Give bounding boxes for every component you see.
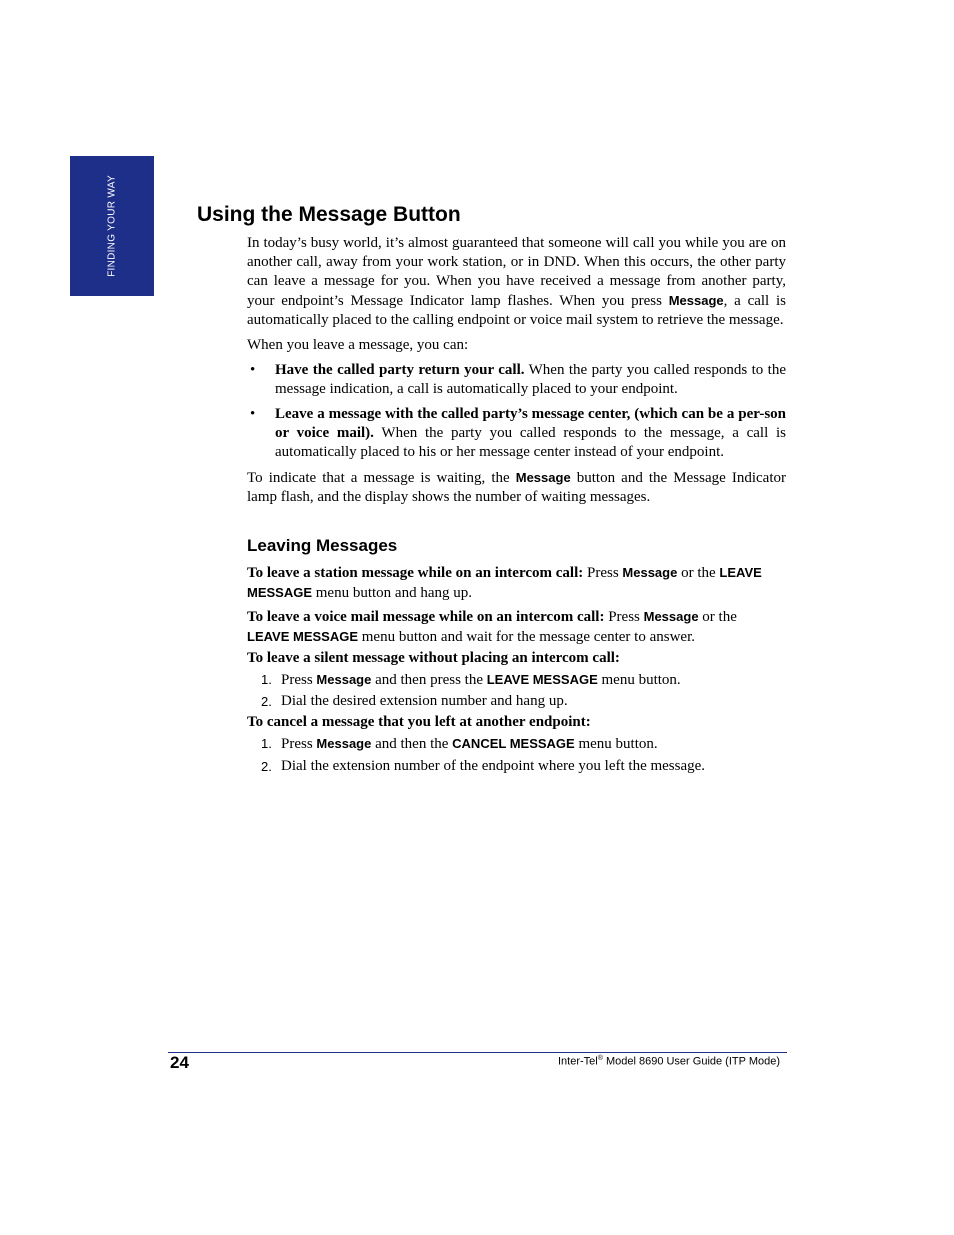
text-run: Press — [583, 565, 623, 581]
text-run: Dial the desired extension number and hang up. — [281, 693, 568, 709]
bullet-dot-icon: • — [250, 406, 256, 422]
silent-bold: To leave a silent message without placing an intercom call: — [247, 650, 620, 666]
step-number: 1. — [261, 736, 272, 751]
step-item — [247, 692, 786, 711]
bullet-item — [247, 361, 786, 399]
section-tab — [70, 156, 154, 296]
text-run: or the — [698, 609, 737, 625]
intro-paragraph — [247, 234, 786, 330]
station-instruction — [247, 563, 786, 603]
text-run: menu button. — [597, 672, 681, 688]
bullet-bold: Have the called party return your call. — [275, 362, 525, 378]
message-key: Message — [316, 736, 372, 751]
message-key: Message — [643, 609, 699, 624]
page-number: 24 — [170, 1053, 189, 1072]
page-title: Using the Message Button — [197, 203, 461, 226]
bullet-item — [247, 405, 786, 462]
text-run: menu button and wait for the message center to answer. — [358, 629, 695, 645]
message-key: Message — [668, 293, 724, 308]
station-bold: To leave a station message while on an intercom call: — [247, 565, 584, 581]
message-key: Message — [316, 672, 372, 687]
message-key: Message — [515, 470, 571, 485]
step-item — [247, 757, 786, 776]
footer-rule — [168, 1052, 787, 1053]
waiting-text-2: button and the Message Indicator lamp flash, and the display shows the number of waiting messages. — [247, 470, 786, 505]
step-number: 1. — [261, 672, 272, 687]
step-number: 2. — [261, 759, 272, 774]
intro-section — [247, 234, 786, 507]
footer-guide-title — [558, 1055, 780, 1068]
waiting-text-1: To indicate that a message is waiting, the — [247, 470, 516, 486]
text-run: Press — [281, 736, 317, 752]
bullet-bold: Leave a message with the called party’s message center, (which can be a per-son or voice mail). — [275, 406, 786, 441]
voicemail-instruction — [247, 607, 786, 647]
bullet-text: When the party you called responds to the message, a call is automatically placed to his or her message center instead of your endpoint. — [275, 425, 787, 460]
subheading: Leaving Messages — [247, 536, 398, 555]
step-number: 2. — [261, 694, 272, 709]
bullet-text: When the party you called responds to the message indication, a call is automatically placed to your endpoint. — [275, 362, 786, 397]
message-key: Message — [622, 565, 678, 580]
step-item — [247, 670, 786, 690]
text-run: Press — [281, 672, 317, 688]
intro-text-2: , a call is automatically placed to the calling endpoint or voice mail system to retrieve the message. — [247, 293, 786, 328]
cancel-heading — [247, 713, 786, 732]
text-run: Press — [604, 609, 644, 625]
cancel-message-key: CANCEL MESSAGE — [452, 736, 575, 751]
leave-message-key: LEAVE MESSAGE — [486, 672, 598, 687]
text-run: menu button. — [574, 736, 658, 752]
leave-intro: When you leave a message, you can: — [247, 337, 469, 353]
leaving-section — [247, 563, 786, 776]
silent-heading — [247, 649, 786, 668]
text-run: menu button and hang up. — [312, 585, 472, 601]
intro-text-1: In today’s busy world, it’s almost guaranteed that someone will call you while you are on another call, away from your work station, or in DND. When this occurs, the other party can leave a message for you. When you have received a message from another party, your endpoint’s Message Indicator lamp flashes. When you press — [247, 235, 786, 309]
text-run: and then the — [371, 736, 453, 752]
footer-guide: Model 8690 User Guide (ITP Mode) — [602, 1055, 780, 1068]
voicemail-bold: To leave a voice mail message while on an intercom call: — [247, 609, 605, 625]
text-run: Dial the extension number of the endpoint where you left the message. — [281, 758, 706, 774]
text-run: and then press the — [371, 672, 487, 688]
cancel-bold: To cancel a message that you left at another endpoint: — [247, 714, 591, 730]
text-run: or the — [677, 565, 720, 581]
bullet-dot-icon: • — [250, 362, 256, 378]
step-item — [247, 734, 786, 754]
registered-mark: ® — [597, 1055, 603, 1062]
section-tab-label: FINDING YOUR WAY — [106, 175, 118, 277]
waiting-paragraph — [247, 468, 786, 507]
leave-message-key: LEAVE MESSAGE — [247, 565, 762, 600]
leave-message-key: LEAVE MESSAGE — [247, 629, 359, 644]
footer-brand: Inter-Tel — [557, 1055, 598, 1068]
